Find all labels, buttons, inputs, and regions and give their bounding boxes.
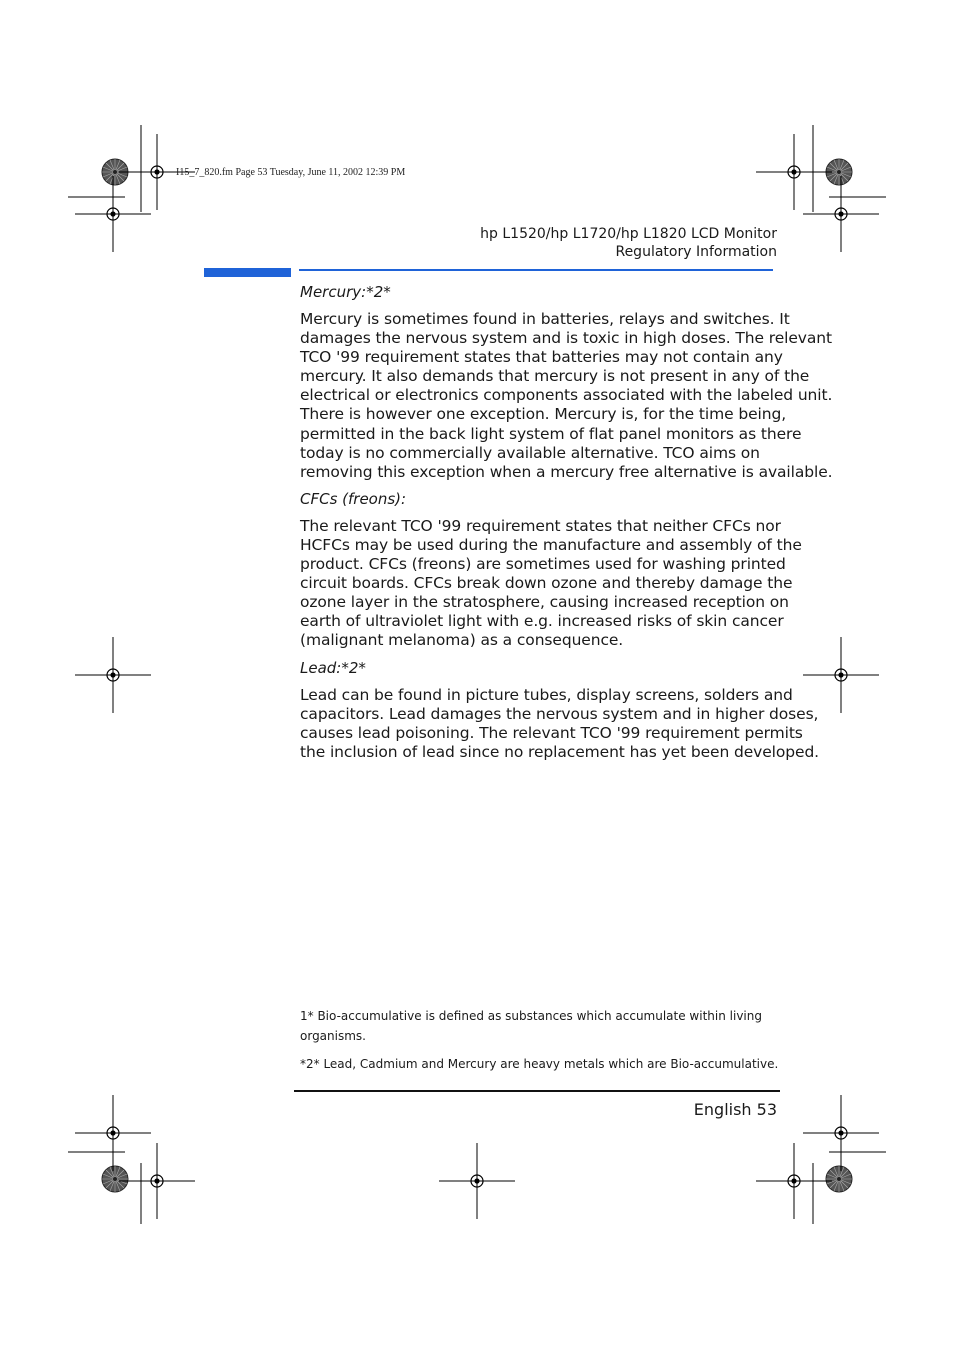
header-accent-bar xyxy=(204,268,291,277)
body-line: causes lead poisoning. The relevant TCO '99 requirement permits xyxy=(300,723,803,742)
body-line: permitted in the back light system of flat panel monitors as there xyxy=(300,424,802,443)
footnote-line: *2* Lead, Cadmium and Mercury are heavy metals which are Bio-accumulative. xyxy=(300,1057,779,1071)
section-body xyxy=(300,516,802,651)
print-slug-line: I15_7_820.fm Page 53 Tuesday, June 11, 2002 12:39 PM xyxy=(176,167,406,178)
footer-rule xyxy=(294,1090,780,1092)
body-line: circuit boards. CFCs break down ozone and thereby damage the xyxy=(300,574,793,593)
footnotes xyxy=(300,1006,780,1082)
body-line: TCO '99 requirement states that batteries may not contain any xyxy=(300,348,783,367)
body-line: (malignant melanoma) as a consequence. xyxy=(300,631,624,650)
footnote-1 xyxy=(300,1006,780,1046)
body-line: ozone layer in the stratosphere, causing increased reception on xyxy=(300,593,789,612)
section-heading: Mercury:*2* xyxy=(300,283,391,301)
body-line: The relevant TCO '99 requirement states that neither CFCs nor xyxy=(300,516,781,535)
section-heading: Lead:*2* xyxy=(300,658,366,677)
footnote-line: organisms. xyxy=(300,1029,366,1043)
footnote-line: 1* Bio-accumulative is defined as substances which accumulate within living xyxy=(300,1009,762,1023)
body-line: today is no commercially available alternative. TCO aims on xyxy=(300,443,760,462)
body-line: HCFCs may be used during the manufacture and assembly of the xyxy=(300,535,802,554)
header-rule xyxy=(299,269,773,271)
main-content xyxy=(300,283,833,770)
footnote-2 xyxy=(300,1054,780,1074)
section-body xyxy=(300,310,833,482)
header-product-line: hp L1520/hp L1720/hp L1820 LCD Monitor xyxy=(480,226,777,242)
header-section-title: Regulatory Information xyxy=(615,244,777,260)
section-lead xyxy=(300,658,820,762)
body-line: damages the nervous system and is toxic in high doses. The relevant xyxy=(300,329,832,348)
section-mercury xyxy=(300,283,833,482)
body-line: removing this exception when a mercury free alternative is available. xyxy=(300,462,833,481)
body-line: earth of ultraviolet light with e.g. increased risks of skin cancer xyxy=(300,612,784,631)
running-header xyxy=(480,225,777,261)
body-line: mercury. It also demands that mercury is not present in any of the xyxy=(300,367,810,386)
body-line: capacitors. Lead damages the nervous system and in higher doses, xyxy=(300,704,819,723)
body-line: There is however one exception. Mercury is, for the time being, xyxy=(300,405,787,424)
body-line: product. CFCs (freons) are sometimes used for washing printed xyxy=(300,555,786,574)
body-line: the inclusion of lead since no replacement has yet been developed. xyxy=(300,742,820,761)
section-heading: CFCs (freons): xyxy=(300,489,407,508)
body-line: Mercury is sometimes found in batteries, relays and switches. It xyxy=(300,310,790,328)
body-line: Lead can be found in picture tubes, display screens, solders and xyxy=(300,685,793,704)
body-line: electrical or electronics components associated with the labeled unit. xyxy=(300,386,833,405)
page-footer: English 53 xyxy=(693,1100,777,1119)
section-body xyxy=(300,685,820,762)
section-cfcs xyxy=(300,489,802,651)
